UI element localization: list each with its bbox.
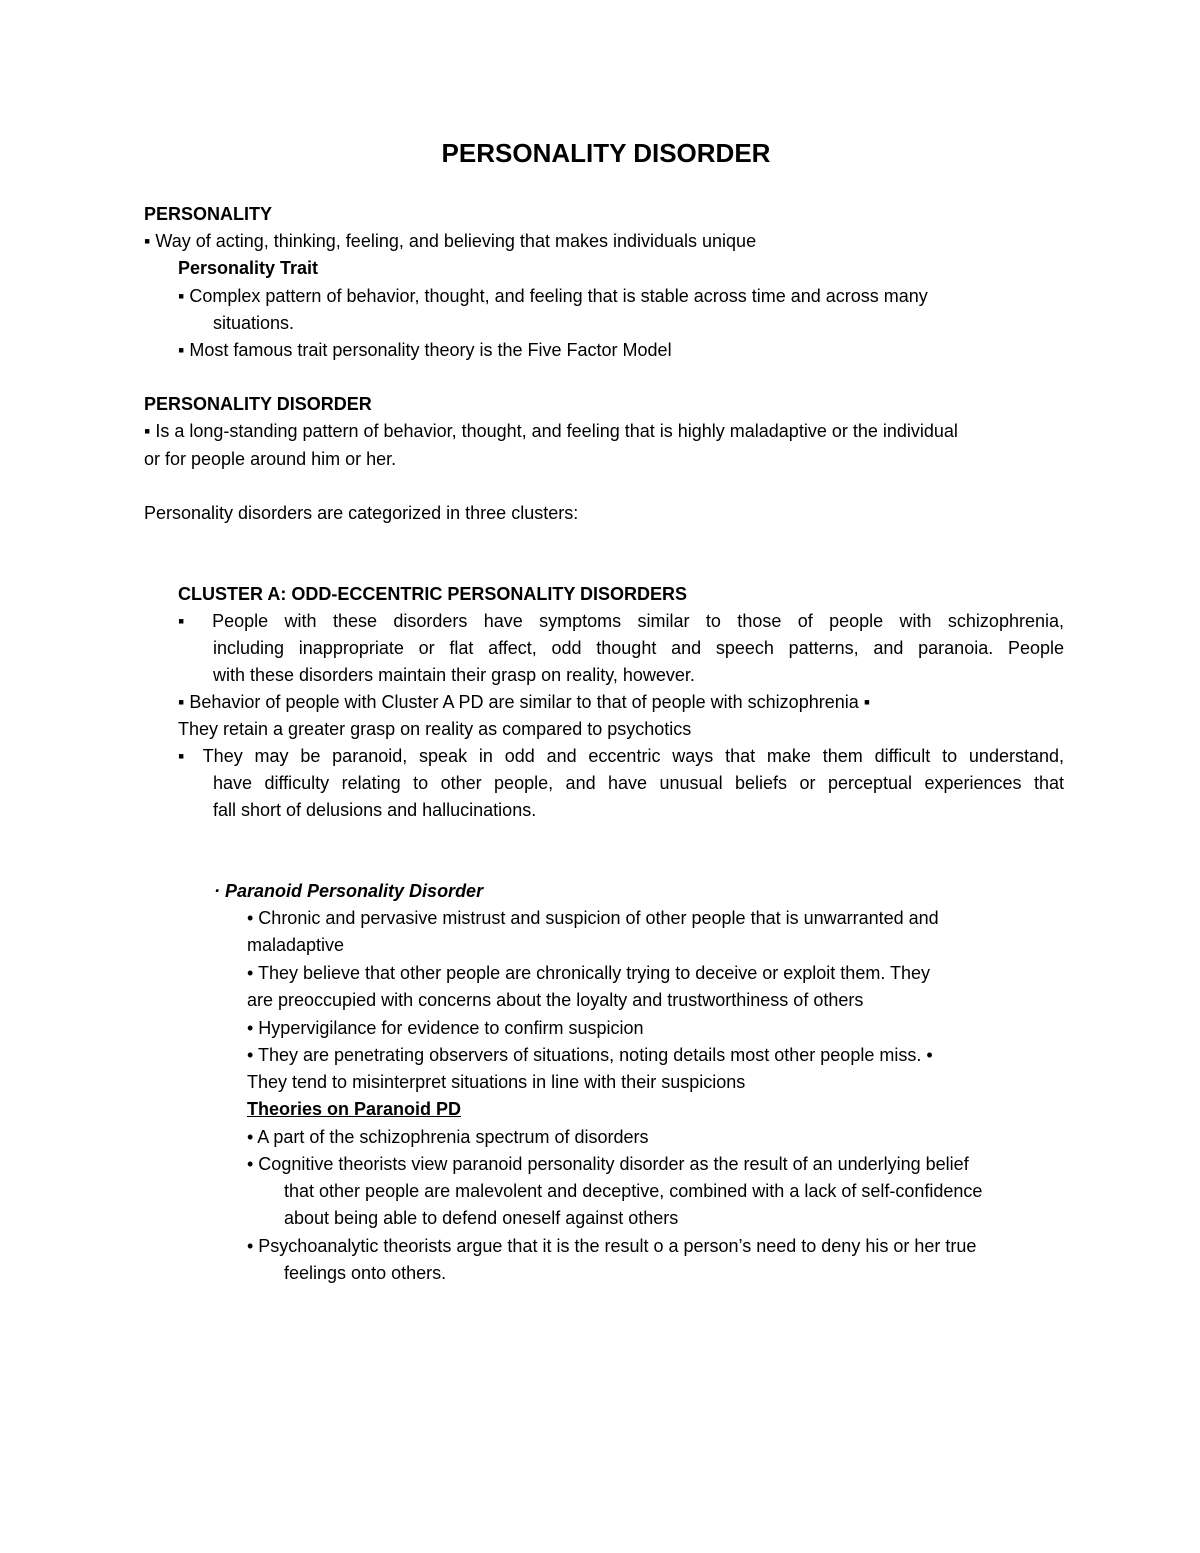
paranoid-heading: · Paranoid Personality Disorder <box>214 881 484 901</box>
paranoid-point-4-line-2: They tend to misinterpret situations in line with their suspicions <box>247 1072 746 1092</box>
personality-bullet-1: ▪ Way of acting, thinking, feeling, and believing that makes individuals unique <box>144 231 757 251</box>
theories-heading: Theories on Paranoid PD <box>247 1099 462 1119</box>
cluster-a-bullet-2-line-1: ▪ Behavior of people with Cluster A PD are similar to that of people with schizophrenia ▪ <box>178 692 871 712</box>
paranoid-point-2-line-1: • They believe that other people are chronically trying to deceive or exploit them. They <box>247 963 931 983</box>
cluster-a-bullet-3-line-2: have difficulty relating to other people, and have unusual beliefs or perceptual experiences that <box>213 773 1064 793</box>
personality-trait-bullet-1-line-2: situations. <box>213 313 295 333</box>
cluster-a-bullet-1-line-1: ▪ People with these disorders have symptoms similar to those of people with schizophrenia, <box>178 611 1064 631</box>
personality-trait-bullet-2: ▪ Most famous trait personality theory is the Five Factor Model <box>178 340 672 360</box>
paranoid-point-1-line-2: maladaptive <box>247 935 345 955</box>
pd-bullet-1-line-2: or for people around him or her. <box>144 449 397 469</box>
theory-2-line-1: • Cognitive theorists view paranoid personality disorder as the result of an underlying belief <box>247 1154 969 1174</box>
theory-1: • A part of the schizophrenia spectrum of disorders <box>247 1127 649 1147</box>
personality-heading: PERSONALITY <box>144 204 273 224</box>
personality-trait-heading: Personality Trait <box>178 258 319 278</box>
paranoid-point-2-line-2: are preoccupied with concerns about the loyalty and trustworthiness of others <box>247 990 864 1010</box>
theory-3-line-2: feelings onto others. <box>284 1263 447 1283</box>
cluster-a-bullet-3-line-1: ▪ They may be paranoid, speak in odd and eccentric ways that make them difficult to understand, <box>178 746 1064 766</box>
cluster-a-heading: CLUSTER A: ODD-ECCENTRIC PERSONALITY DISORDERS <box>178 584 688 604</box>
theory-3-line-1: • Psychoanalytic theorists argue that it is the result o a person’s need to deny his or her true <box>247 1236 977 1256</box>
cluster-a-bullet-1-line-2: including inappropriate or flat affect, odd thought and speech patterns, and paranoia. People <box>213 638 1064 658</box>
cluster-a-bullet-1-line-3: with these disorders maintain their grasp on reality, however. <box>213 665 695 685</box>
paranoid-point-3: • Hypervigilance for evidence to confirm suspicion <box>247 1018 644 1038</box>
pd-clusters-intro: Personality disorders are categorized in three clusters: <box>144 503 579 523</box>
pd-bullet-1-line-1: ▪ Is a long-standing pattern of behavior, thought, and feeling that is highly maladaptive or the individual <box>144 421 958 441</box>
paranoid-point-4-line-1: • They are penetrating observers of situations, noting details most other people miss. • <box>247 1045 933 1065</box>
personality-trait-bullet-1-line-1: ▪ Complex pattern of behavior, thought, and feeling that is stable across time and across many <box>178 286 928 306</box>
cluster-a-bullet-2-line-2: They retain a greater grasp on reality as compared to psychotics <box>178 719 692 739</box>
paranoid-point-1-line-1: • Chronic and pervasive mistrust and suspicion of other people that is unwarranted and <box>247 908 939 928</box>
pd-heading: PERSONALITY DISORDER <box>144 394 372 414</box>
theory-2-line-2: that other people are malevolent and deceptive, combined with a lack of self-confidence <box>284 1181 983 1201</box>
cluster-a-bullet-3-line-3: fall short of delusions and hallucinations. <box>213 800 537 820</box>
document-title: PERSONALITY DISORDER <box>441 138 771 168</box>
theory-2-line-3: about being able to defend oneself against others <box>284 1208 679 1228</box>
